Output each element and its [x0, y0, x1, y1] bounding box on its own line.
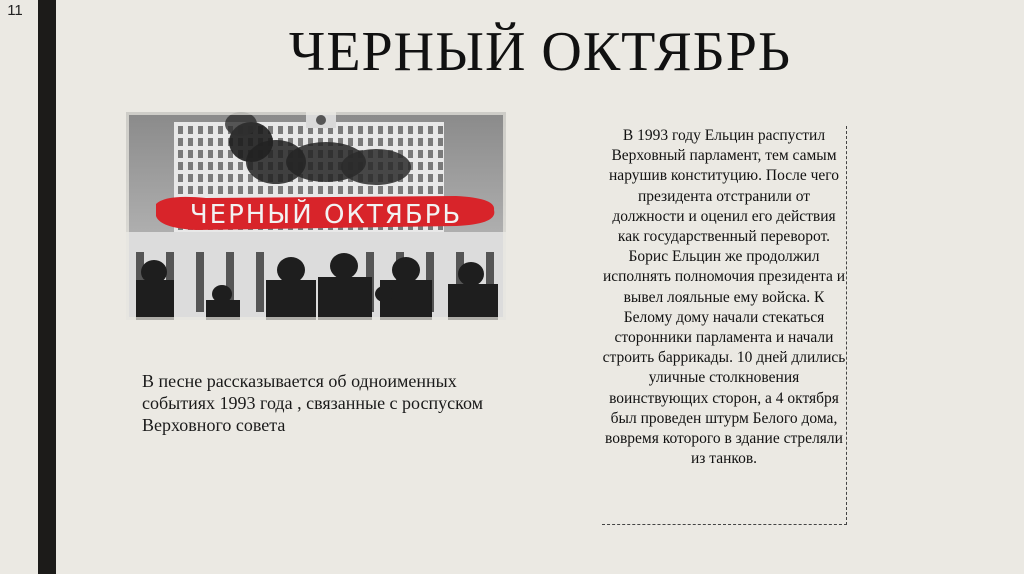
- left-accent-bar: [38, 0, 56, 574]
- slide-number: 11: [7, 2, 23, 19]
- history-textbox: [602, 126, 847, 525]
- photo-illustration: [126, 112, 506, 320]
- slide-title: ЧЕРНЫЙ ОКТЯБРЬ: [288, 21, 792, 83]
- white-house-photo: [126, 112, 506, 320]
- song-caption: В песне рассказывается об одноименных событиях 1993 года , связанные с роспуском Верховного совета: [142, 371, 483, 435]
- history-text: В 1993 году Ельцин распустил Верховный парламент, тем самым нарушив конституцию. После чего президента отстранили от должности и оценил его действия как государственный переворот. Борис Ельцин же продолжил исполнять полномочия президента и вывел лояльные ему войска. К Белому дому начали стекаться сторонники парламента и начали строить баррикады. 10 дней длились уличные столкновения воинствующих сторон, а 4 октября был проведен штурм Белого дома, вовремя которого в здание стреляли из танков.: [602, 127, 846, 468]
- banner-text: ЧЕРНЫЙ ОКТЯБРЬ: [189, 200, 463, 230]
